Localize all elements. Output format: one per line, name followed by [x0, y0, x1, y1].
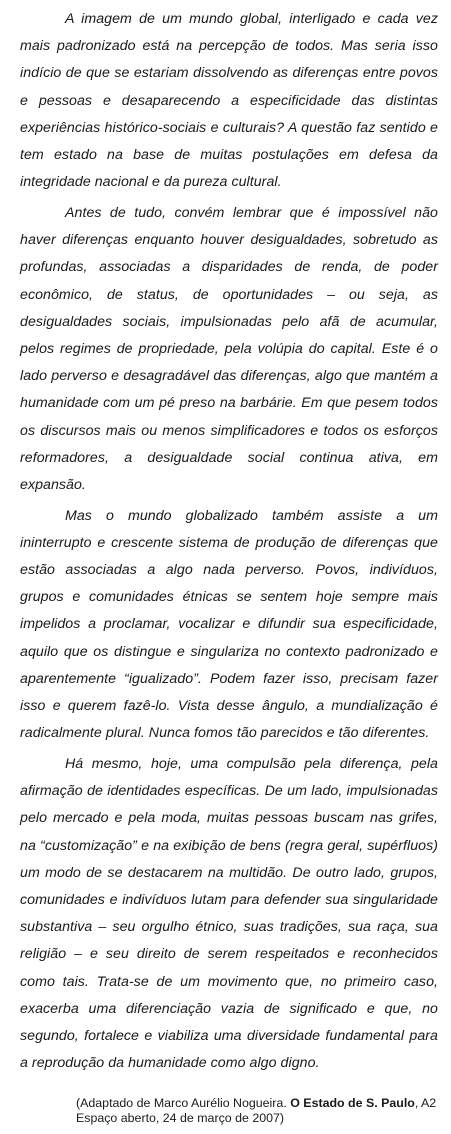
paragraph-2: Antes de tudo, convém lembrar que é impossível não haver diferenças enquanto houver desigualdades, sobretudo as profundas, associadas a disparidades de renda, de poder econômico, de status, de oportunidades – ou seja, as desigualdades sociais, impulsionadas pelo afã de acumular, pelos regimes de propriedade, pela volúpia do capital. Este é o lado perverso e desagradável das diferenças, algo que mantém a humanidade com um pé preso na barbárie. Em que pesem todos os discursos mais ou menos simplificadores e todos os esforços reformadores, a desigualdade social continua ativa, em expansão. [20, 204, 438, 493]
paragraph-3: Mas o mundo globalizado também assiste a um ininterrupto e crescente sistema de produção de diferenças que estão associadas a algo nada perverso. Povos, indivíduos, grupos e comunidades étnicas se sentem hoje sempre mais impelidos a proclamar, vocalizar e difundir sua especificidade, aquilo que os distingue e singulariza no contexto padronizado e aparentemente “igualizado”. Podem fazer isso, precisam fazer isso e querem fazê-lo. Vista desse ângulo, a mundialização é radicalmente plural. Nunca fomos tão parecidos e tão diferentes. [20, 507, 438, 742]
paragraph-1: A imagem de um mundo global, interligado e cada vez mais padronizado está na percepção de todos. Mas seria isso indício de que se estariam dissolvendo as diferenças entre povos e pessoas e desaparecendo a especificidade das distintas experiências histórico-sociais e culturais? A questão faz sentido e tem estado na base de muitas postulações em defesa da integridade nacional e da pureza cultural. [20, 11, 438, 191]
source-citation [76, 1096, 442, 1126]
article-body [20, 6, 438, 1081]
source-prefix: (Adaptado de Marco Aurélio Nogueira. [76, 1096, 291, 1110]
paragraph-4: Há mesmo, hoje, uma compulsão pela diferença, pela afirmação de identidades específicas. De um lado, impulsionadas pelo mercado e pela moda, muitas pessoas buscam nas grifes, na “customização” e na exibição de bens (regra geral, supérfluos) um modo de se destacarem na multidão. De outro lado, grupos, comunidades e indivíduos lutam para defender sua singularidade substantiva – seu orgulho étnico, suas tradições, sua raça, sua religião – e seu direito de serem respeitados e reconhecidos como tais. Trata-se de um movimento que, no primeiro caso, exacerba uma diferenciação vazia de significado e que, no segundo, fortalece e viabiliza uma diversidade fundamental para a reprodução da humanidade como algo digno. [20, 755, 438, 1072]
source-suffix: , A2 Espaço aberto, 24 de março de 2007) [76, 1096, 437, 1125]
source-publication: O Estado de S. Paulo [290, 1096, 415, 1110]
